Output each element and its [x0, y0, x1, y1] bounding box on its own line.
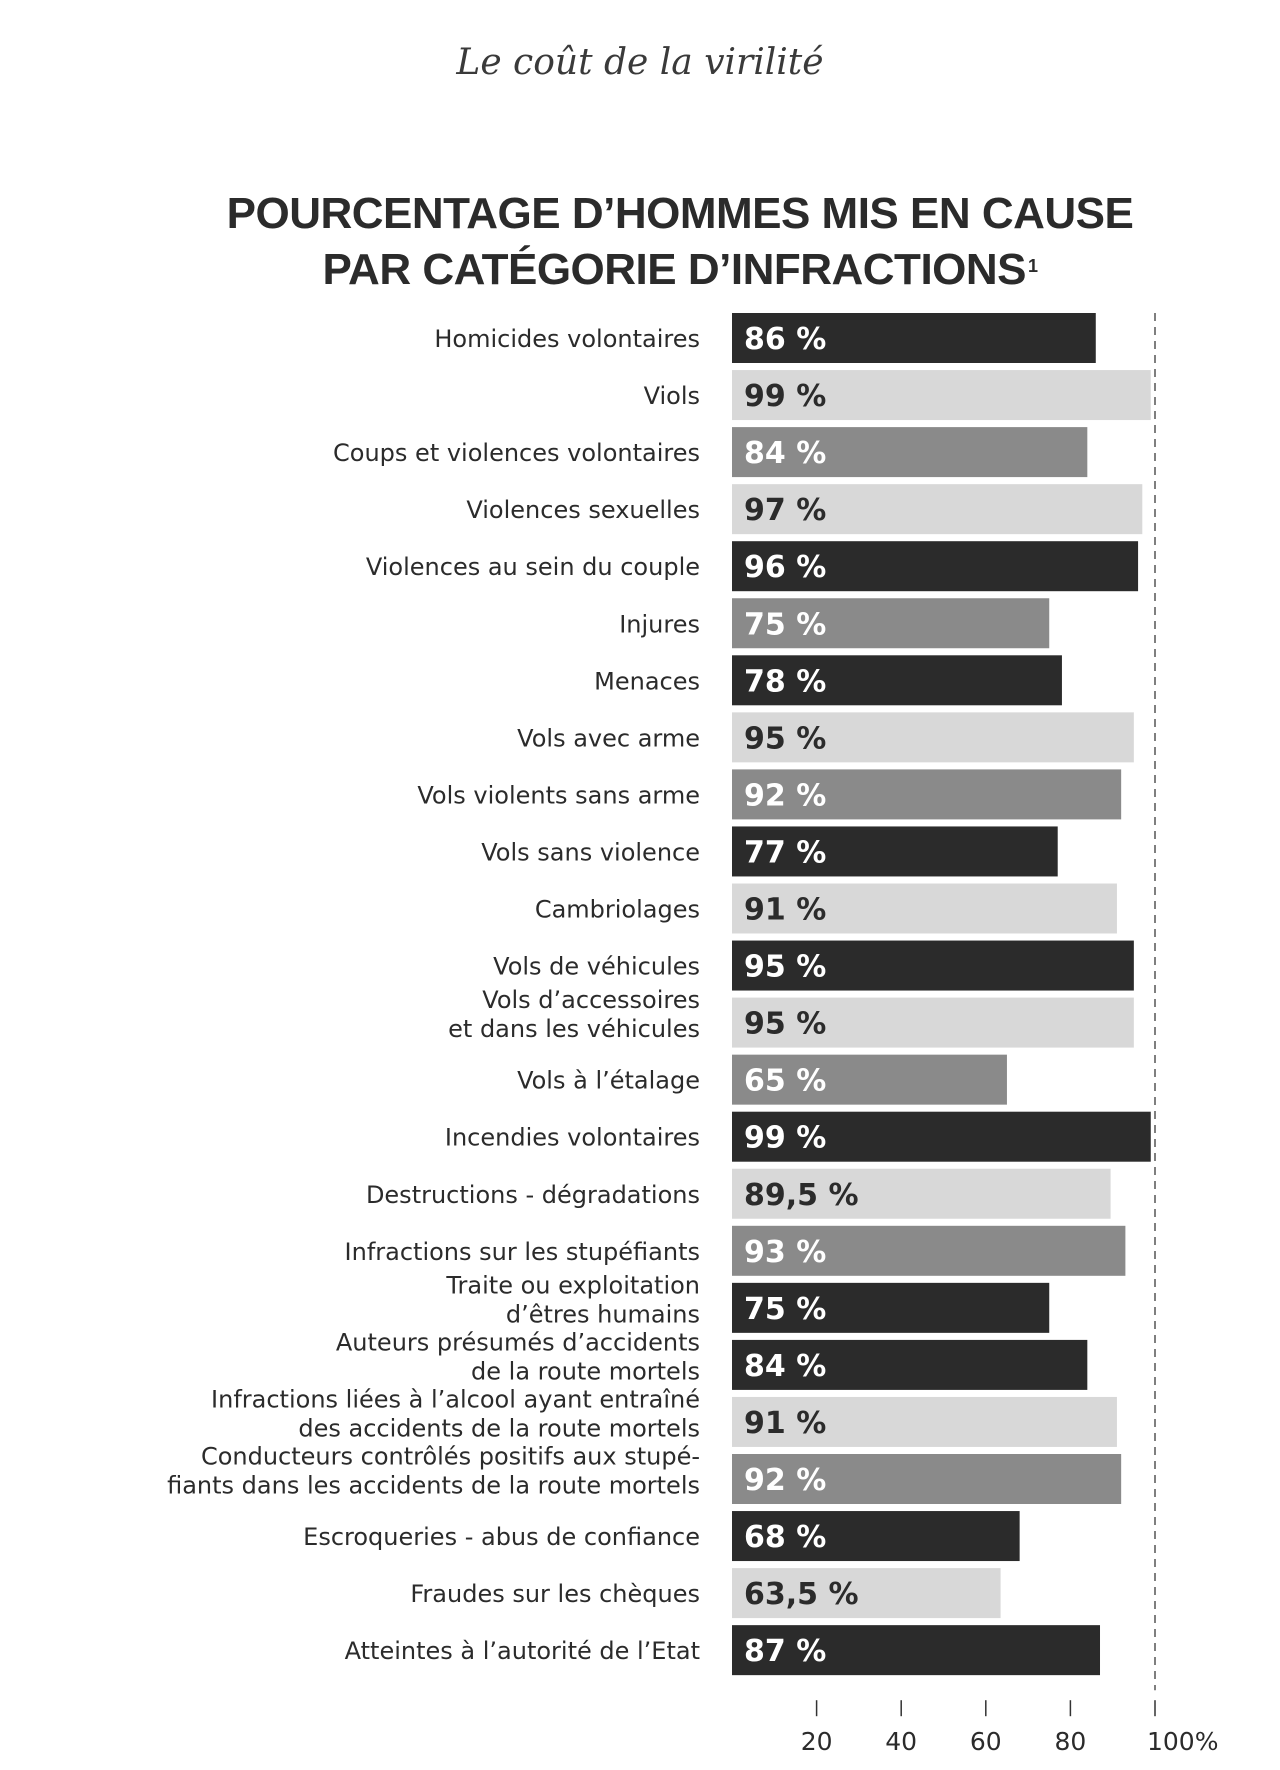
bar-value-label: 99 % [744, 379, 827, 415]
x-tick-label: 60 [969, 1727, 1002, 1757]
category-label: Destructions - dégradations [365, 1180, 700, 1209]
category-label: Escroqueries - abus de confiance [303, 1523, 700, 1552]
bar-value-label: 91 % [744, 1405, 827, 1441]
category-label: Coups et violences volontaires [333, 439, 700, 468]
bar-value-label: 93 % [744, 1234, 827, 1270]
category-label: Fraudes sur les chèques [410, 1580, 700, 1609]
bar-value-label: 75 % [744, 1291, 827, 1327]
category-label: Vols de véhicules [493, 952, 700, 981]
category-label: Cambriolages [534, 895, 700, 924]
x-tick-label: 40 [885, 1727, 918, 1757]
chart-title-line-2-text: PAR CATÉGORIE D’INFRACTIONS [322, 245, 1027, 294]
category-label: et dans les véhicules [448, 1015, 700, 1044]
category-label: Vols sans violence [481, 838, 700, 867]
bar-value-label: 95 % [744, 1006, 827, 1042]
bar-value-label: 78 % [744, 664, 827, 700]
bar-value-label: 99 % [744, 1120, 827, 1156]
category-label: fiants dans les accidents de la route mortels [167, 1471, 700, 1500]
bar-value-label: 87 % [744, 1634, 827, 1670]
category-label: d’êtres humains [505, 1300, 700, 1329]
category-label: Viols [643, 382, 700, 411]
category-label: Vols avec arme [517, 724, 700, 753]
category-label: Auteurs présumés d’accidents [335, 1328, 700, 1357]
bar-value-label: 91 % [744, 892, 827, 928]
category-label: Vols d’accessoires [482, 986, 700, 1015]
bar-value-label: 68 % [744, 1520, 827, 1556]
bar-value-label: 96 % [744, 550, 827, 586]
category-label: Traite ou exploitation [446, 1271, 700, 1300]
x-tick-label: 100% [1147, 1727, 1219, 1757]
bar-value-label: 84 % [744, 1348, 827, 1384]
bar-value-label: 92 % [744, 1463, 827, 1498]
category-label: Infractions sur les stupéfiants [344, 1237, 700, 1266]
category-label: Infractions liées à l’alcool ayant entraîné [211, 1385, 700, 1414]
category-label: Vols à l’étalage [517, 1066, 700, 1095]
category-label: Homicides volontaires [434, 325, 700, 353]
title-footnote-marker: 1 [1028, 256, 1038, 276]
category-label: Conducteurs contrôlés positifs aux stupé- [200, 1442, 700, 1471]
bar-value-label: 95 % [744, 721, 827, 757]
bar-value-label: 97 % [744, 493, 827, 529]
category-label: Atteintes à l’autorité de l’Etat [344, 1637, 700, 1666]
bar-value-label: 89,5 % [744, 1177, 859, 1213]
category-label: Vols violents sans arme [417, 781, 700, 810]
bar-value-label: 77 % [744, 835, 827, 871]
bar-value-label: 86 % [744, 322, 827, 357]
bar-value-label: 63,5 % [744, 1577, 859, 1613]
category-label: Menaces [594, 667, 700, 696]
bar-value-label: 84 % [744, 436, 827, 472]
category-label: Incendies volontaires [444, 1123, 700, 1152]
category-label: des accidents de la route mortels [298, 1414, 700, 1443]
category-label: de la route mortels [471, 1357, 700, 1386]
category-label: Violences sexuelles [466, 496, 700, 525]
bar-value-label: 65 % [744, 1063, 827, 1099]
running-header: Le coût de la virilité [456, 42, 824, 83]
category-label: Injures [619, 610, 700, 639]
x-tick-label: 20 [800, 1727, 833, 1757]
x-tick-label: 80 [1054, 1727, 1087, 1757]
bar-value-label: 95 % [744, 949, 827, 985]
bar-value-label: 75 % [744, 607, 827, 643]
category-label: Violences au sein du couple [365, 553, 700, 582]
chart-title-line-1: POURCENTAGE D’HOMMES MIS EN CAUSE [226, 189, 1134, 238]
bar-value-label: 92 % [744, 778, 827, 814]
